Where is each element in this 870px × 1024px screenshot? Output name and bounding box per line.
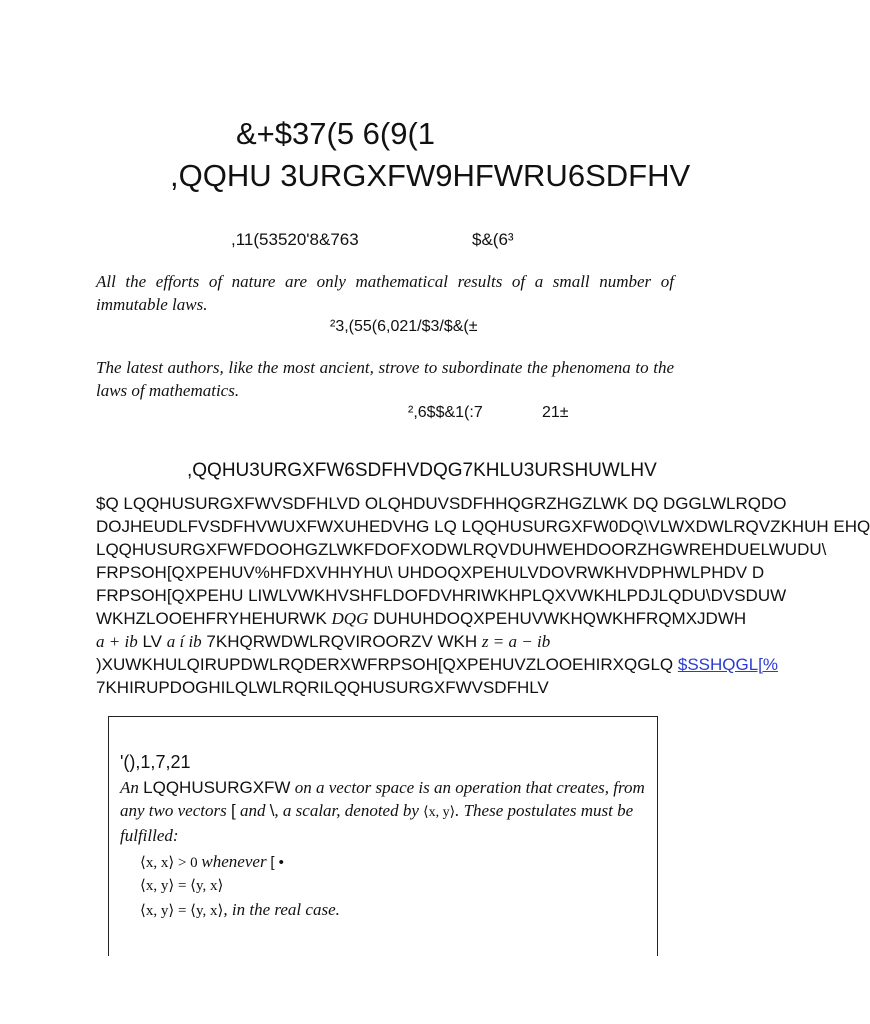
title-line-1: &+$37(5 6(9(1 bbox=[236, 116, 436, 151]
section-heading: ,QQHU3URGXFW6SDFHVDQG7KHLU3URSHUWLHV bbox=[187, 460, 657, 481]
math-a: DQG bbox=[331, 609, 369, 628]
paragraph-text: WKH bbox=[437, 632, 478, 651]
definition-tail-2: . These postulates must be fulfilled: bbox=[120, 801, 634, 845]
postulate-1-condition: [ • bbox=[270, 854, 284, 871]
paragraph-line: FRPSOH[QXPEHU LIWLVWKHVSHFLDOFDVHRIWKHPLQXVWKHLPDJLQDU\DVSDUW bbox=[96, 586, 787, 605]
math-a-minus-ib: a í ib bbox=[166, 632, 202, 651]
inner-product-notation: ⟨x, y⟩ bbox=[423, 805, 456, 820]
postulate-1-note: whenever bbox=[201, 852, 267, 871]
epigraph-quote-1: All the efforts of nature are only mathematical results of a small number of immutable laws. bbox=[96, 272, 674, 314]
math-conjugate: z = a − ib bbox=[481, 632, 551, 651]
author-name: ,11(53520'8&763 bbox=[231, 230, 359, 249]
postulate-1-formula: ⟨x, x⟩ > 0 bbox=[140, 855, 198, 871]
definition-tail: , a scalar, denoted by bbox=[274, 801, 419, 820]
title-line-2: ,QQHU 3URGXFW9HFWRU6SDFHV bbox=[170, 158, 691, 193]
definition-text bbox=[120, 776, 646, 847]
department: $&(6³ bbox=[472, 230, 514, 249]
epigraph-attribution-2: ²,6$$&1(:7 bbox=[408, 404, 483, 421]
vector-y-symbol: \ bbox=[269, 801, 275, 820]
definition-and: and bbox=[239, 801, 266, 820]
epigraph-quote-2: The latest authors, like the most ancient, strove to subordinate the phenomena to the laws of mathematics. bbox=[96, 358, 674, 400]
vector-x-symbol: [ bbox=[230, 801, 236, 820]
intro-paragraph bbox=[96, 492, 870, 699]
postulate-1 bbox=[140, 852, 284, 872]
paragraph-line: 7KHIRUPDOGHILQLWLRQRILQQHUSURGXFWVSDFHLV bbox=[96, 678, 549, 697]
definition-term: LQQHUSURGXFW bbox=[143, 778, 291, 797]
math-a-plus-ib: a + ib bbox=[96, 632, 138, 651]
paragraph-text: DUHUHDOQXPEHUVWKHQWKHFRQMXJDWH bbox=[373, 609, 747, 628]
postulate-3-formula: ⟨x, y⟩ = ⟨y, x⟩ bbox=[140, 903, 224, 919]
paragraph-line: $Q LQQHUSURGXFWVSDFHLVD OLQHDUVSDFHHQGRZHGZLWK DQ DGGLWLRQDO bbox=[96, 494, 787, 513]
postulate-2 bbox=[140, 876, 223, 895]
definition-body: on a vector space is an operation that creates, from any two vectors bbox=[120, 778, 645, 820]
definition-title: '(),1,7,21 bbox=[120, 752, 191, 772]
paragraph-line: DOJHEUDLFVSDFHVWUXFWXUHEDVHG LQ LQQHUSURGXFW0DQ\VLWXDWLRQVZKHUH EHQ bbox=[96, 517, 870, 536]
definition-lead: An bbox=[120, 778, 139, 797]
appendix-link[interactable]: $SSHQGL[% bbox=[677, 655, 779, 674]
postulate-3 bbox=[140, 900, 340, 920]
epigraph-attribution-1: ²3,(55(6,021/$3/$&(± bbox=[330, 318, 478, 335]
paragraph-line bbox=[96, 607, 747, 630]
paragraph-text: 7KHQRWDWLRQVIROORZV bbox=[206, 632, 433, 651]
paragraph-line bbox=[96, 653, 779, 676]
paragraph-line: FRPSOH[QXPEHUV%HFDXVHHYHU\ UHDOQXPEHULVDOVRWKHVDPHWLPHDV D bbox=[96, 563, 765, 582]
paragraph-text: WKHZLOOEHFRYHEHURWK bbox=[96, 609, 327, 628]
postulate-2-formula: ⟨x, y⟩ = ⟨y, x⟩ bbox=[140, 878, 224, 894]
paragraph-line: LQQHUSURGXFWFDOOHGZLWKFDOFXODWLRQVDUHWEHDOORZHGWREHDUELWUDU\ bbox=[96, 540, 827, 559]
postulate-3-note: , in the real case. bbox=[223, 900, 340, 919]
paragraph-line bbox=[96, 630, 696, 653]
paragraph-text: LV bbox=[142, 632, 162, 651]
epigraph-attribution-2-suffix: 21± bbox=[542, 404, 569, 421]
paragraph-text: )XUWKHULQIRUPDWLRQDERXWFRPSOH[QXPEHUVZLOOEHIRXQGLQ bbox=[96, 655, 674, 674]
